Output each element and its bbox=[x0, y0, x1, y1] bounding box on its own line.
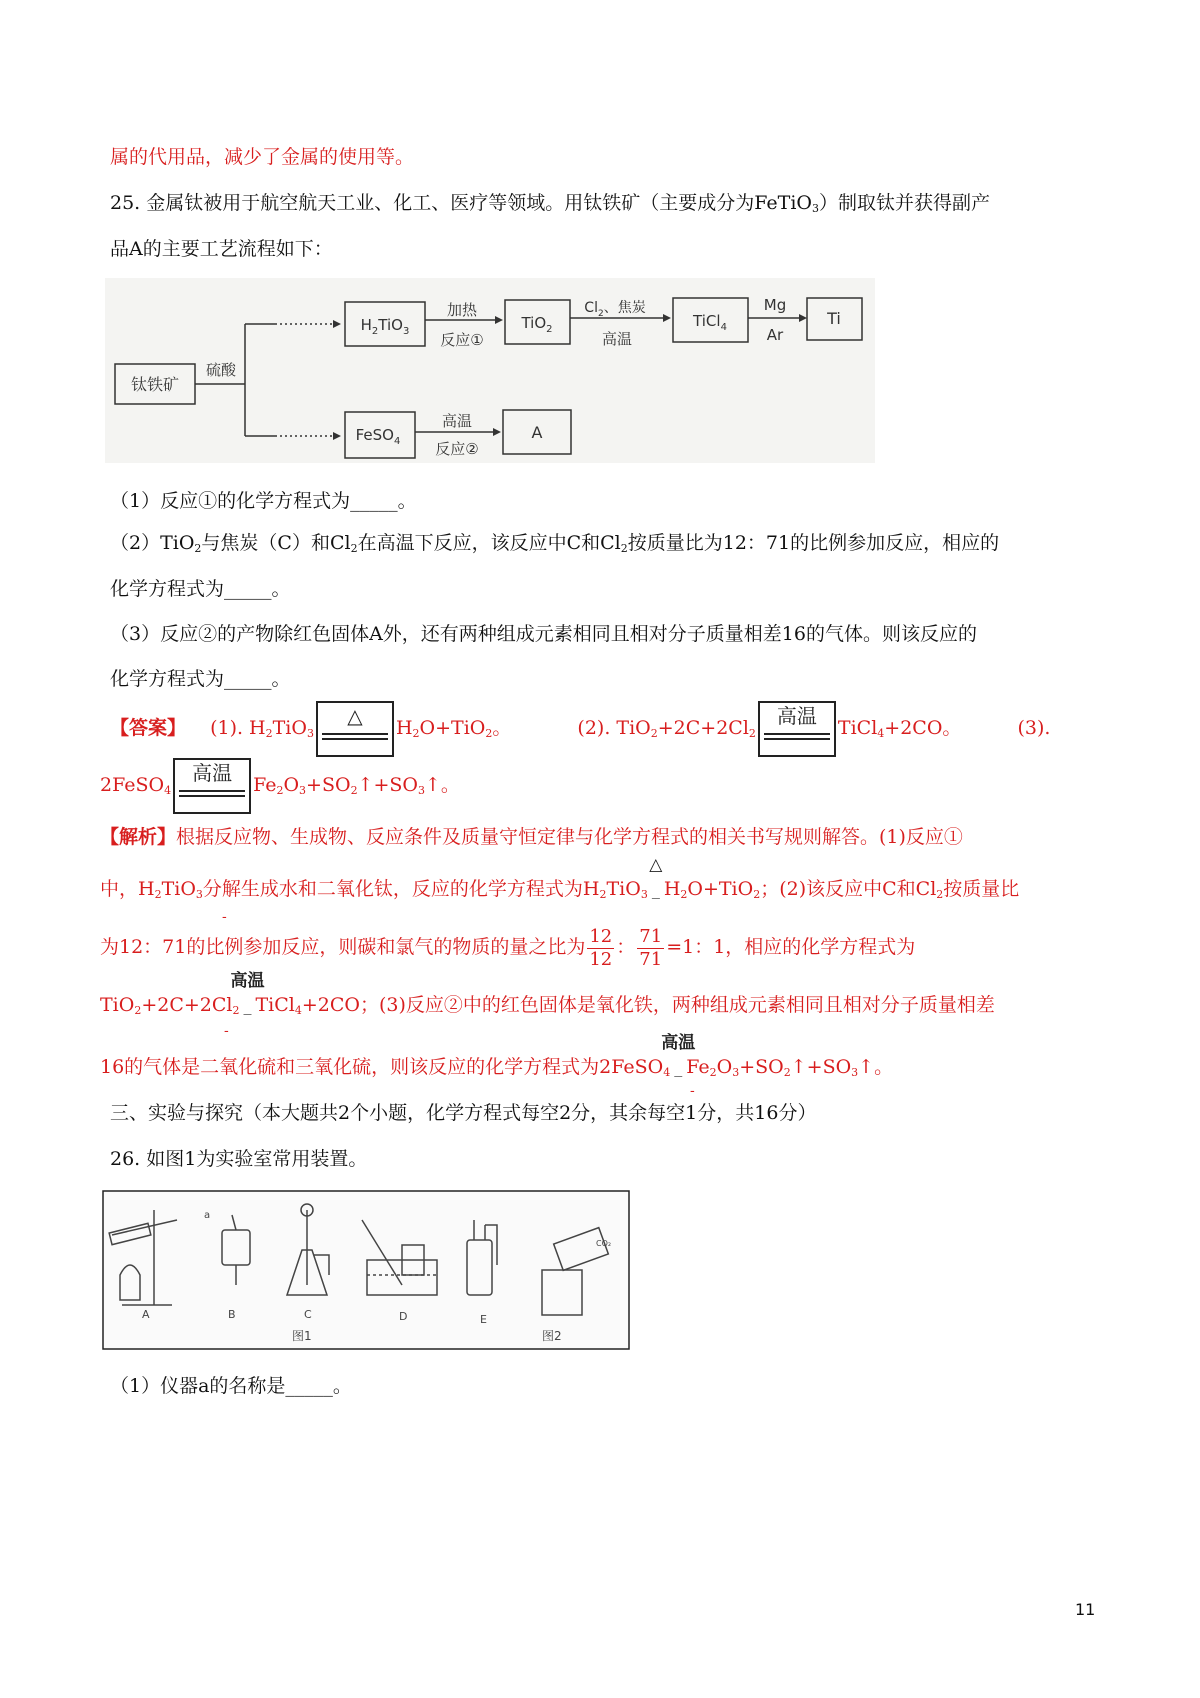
text-a: A bbox=[531, 423, 543, 442]
question-26-1: （1）仪器a的名称是_____。 bbox=[110, 1375, 352, 1397]
text-r2: 反应② bbox=[435, 440, 479, 458]
page-number: 11 bbox=[1075, 1600, 1096, 1619]
question-25-3-line1: （3）反应②的产物除红色固体A外，还有两种组成元素相同且相对分子质量相差16的气体。则该反应的 bbox=[110, 623, 977, 645]
analysis-dash-2: - bbox=[224, 1023, 229, 1039]
text-heat: 加热 bbox=[446, 301, 478, 319]
analysis-line5: 16的气体是二氧化硫和三氧化硫，则该反应的化学方程式为2FeSO$_4$ 高温 _ $Fe_2O_3+SO_2↑+SO_3↑$。 bbox=[100, 1033, 894, 1079]
text-gaowen2: 高温 bbox=[441, 412, 473, 430]
analysis-line3: 为12：71的比例参加反应，则碳和氯气的物质的量之比为 $\frac{12}{12}$ ： $\frac{71}{71}$ =1：1，相应的化学方程式为 bbox=[100, 925, 916, 970]
label-a: A bbox=[142, 1308, 150, 1321]
svg-text:TiO2: TiO$_2$ bbox=[521, 314, 553, 335]
question-25-line1: 25. 金属钛被用于航空航天工业、化工、医疗等领域。用钛铁矿（主要成分为FeTiO$_3$）制取钛并获得副产 bbox=[110, 192, 990, 215]
question-25-1: （1）反应①的化学方程式为_____。 bbox=[110, 490, 417, 512]
question-25-2-line2: 化学方程式为_____。 bbox=[110, 578, 291, 600]
condition-gaowen-box-2: 高温 bbox=[173, 758, 251, 814]
condition-delta-box: △ bbox=[316, 701, 394, 757]
svg-text:TiCl4: TiCl$_4$ bbox=[693, 312, 727, 333]
text-ore: 钛铁矿 bbox=[130, 375, 180, 394]
analysis-dash-1: - bbox=[222, 909, 227, 925]
label-fig2: 图2 bbox=[542, 1329, 562, 1343]
label-fig1: 图1 bbox=[292, 1329, 312, 1343]
svg-text:Cl2、焦炭: $Cl_2$、焦炭 bbox=[584, 300, 646, 319]
text-ar: Ar bbox=[766, 326, 784, 344]
label-e: E bbox=[480, 1313, 487, 1326]
text-mg: Mg bbox=[763, 296, 787, 314]
question-26: 26. 如图1为实验室常用装置。 bbox=[110, 1148, 368, 1170]
text-r1: 反应① bbox=[440, 331, 484, 349]
analysis-line4: $TiO_2+2C+2Cl_2$ 高温 _ TiCl$_4$+2CO；(3)反应②中的红色固体是氧化铁，两种组成元素相同且相对分子质量相差 bbox=[100, 971, 995, 1017]
mark-a: a bbox=[204, 1210, 211, 1221]
fraction-71-71: $\frac{71}{71}$ bbox=[639, 925, 663, 970]
answer-line1: 【答案】 (1). $H_2TiO_3$ △ $H_2O+TiO_2$。 (2). $TiO_2+2C+2Cl_2$ 高温 TiCl$_4$+2CO。 (3). bbox=[110, 698, 1050, 764]
answer-line2: 2FeSO$_4$ 高温 $Fe_2O_3+SO_2↑+SO_3↑$。 bbox=[100, 755, 460, 821]
label-d: D bbox=[399, 1310, 408, 1323]
text-ti: Ti bbox=[827, 309, 841, 328]
fraction-12-12: $\frac{12}{12}$ bbox=[589, 925, 613, 970]
svg-text:FeSO4: FeSO$_4$ bbox=[355, 426, 401, 447]
answer-continuation: 属的代用品，减少了金属的使用等。 bbox=[110, 146, 415, 168]
question-25-3-line2: 化学方程式为_____。 bbox=[110, 668, 291, 690]
analysis-dash-3: - bbox=[690, 1083, 695, 1099]
question-25-2-line1: （2）TiO$_2$与焦炭（C）和$Cl_2$在高温下反应，该反应中C和$Cl_2$按质量比为12：71的比例参加反应，相应的 bbox=[110, 532, 1000, 555]
label-b: B bbox=[228, 1308, 236, 1321]
text-gaowen: 高温 bbox=[601, 330, 633, 348]
condition-gaowen-inline-1: 高温 _ bbox=[230, 971, 265, 1015]
condition-gaowen-box-1: 高温 bbox=[758, 701, 836, 757]
svg-text:H2TiO3: $H_2TiO_3$ bbox=[360, 316, 410, 337]
question-25-line2: 品A的主要工艺流程如下： bbox=[110, 238, 333, 260]
condition-gaowen-inline-2: 高温 _ bbox=[661, 1033, 696, 1077]
answer-label: 【答案】 bbox=[110, 717, 187, 739]
condition-delta-inline: △ _ bbox=[649, 855, 663, 899]
section-3-heading: 三、实验与探究（本大题共2个小题，化学方程式每空2分，其余每空1分，共16分） bbox=[110, 1102, 817, 1124]
analysis-line2: 中，$H_2TiO_3$分解生成水和二氧化钛，反应的化学方程式为$H_2TiO_3$ △ _ $H_2O+TiO_2$；(2)该反应中C和$Cl_2$按质量比 bbox=[100, 855, 1020, 901]
label-co2: CO₂ bbox=[596, 1239, 612, 1248]
apparatus-figure bbox=[102, 1190, 630, 1350]
analysis-label: 【解析】 bbox=[100, 826, 177, 848]
label-c: C bbox=[304, 1308, 312, 1321]
process-flowchart bbox=[105, 278, 875, 463]
text-acid: 硫酸 bbox=[205, 361, 237, 379]
analysis-line1: 【解析】根据反应物、生成物、反应条件及质量守恒定律与化学方程式的相关书写规则解答。(1)反应① bbox=[100, 826, 963, 848]
